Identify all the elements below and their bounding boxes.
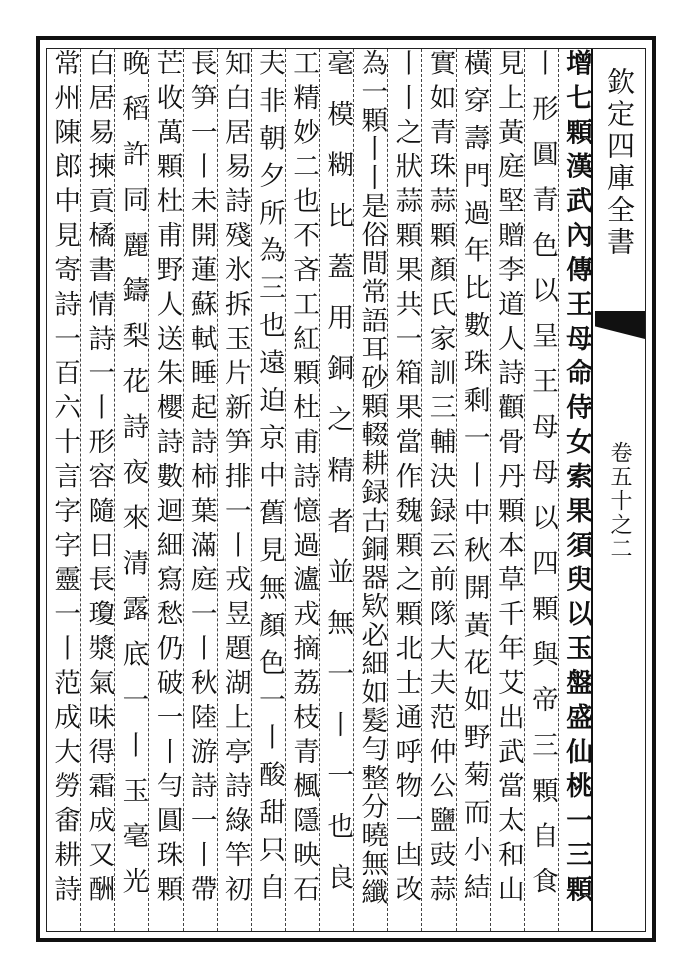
text-column-11: 知白居易詩殘氷拆玉片新笋排一丨戎昱題湖上亭詩綠竿初 [219, 49, 251, 910]
text-column-2: 丨形圓青色以呈王母母以四顆與帝三顆自食 [526, 49, 558, 913]
column-divider [285, 49, 286, 931]
book-title: 欽定四庫全書 [603, 67, 636, 259]
fishtail-mark-icon [595, 311, 645, 339]
text-column-10: 夫非朝夕所為三也遠迫京中舊見無顏色一丨酸甜只自 [253, 49, 285, 911]
volume-label: 卷五十之二 [607, 441, 632, 561]
center-margin [591, 49, 645, 931]
text-column-5: 實如青珠蒜顆顏氏家訓三輔決録云前隊大夫范仲公鹽豉蒜 [424, 49, 456, 910]
text-column-6: 丨丨之狀蒜顆果共一箱果當作魏顆之顆北士通呼物一凷改 [390, 49, 422, 910]
column-divider [387, 49, 388, 931]
column-divider [217, 49, 218, 931]
column-divider [490, 49, 491, 931]
column-divider [114, 49, 115, 931]
text-column-3: 見上黃庭堅贈李道人詩顴骨丹顆本草千年艾出武當太和山 [492, 49, 524, 910]
text-column-8: 毫模糊比蓋用銅之精者並無一丨一也良 [322, 49, 354, 914]
text-column-9: 工精妙二也不吝工紅顆杜甫詩憶過瀘戎摘荔枝青楓隱映石 [288, 49, 319, 910]
column-divider [421, 49, 422, 931]
column-divider [80, 49, 81, 931]
column-divider [353, 49, 354, 931]
column-divider [558, 49, 559, 931]
column-divider [319, 49, 320, 931]
book-page [36, 36, 656, 942]
text-column-16: 常州陳郎中見寄詩一百六十言字字靈一丨范成大勞畬耕詩 [49, 49, 81, 910]
text-column-12: 長笋一丨未開蓮蘇軾睡起詩柿葉滿庭一丨秋陸游詩一丨帶 [185, 49, 217, 910]
column-divider [251, 49, 252, 931]
text-column-4: 橫穿壽門過年比數珠剩一丨中秋開黃花如野菊而小結 [458, 49, 490, 911]
column-divider [148, 49, 149, 931]
text-column-13: 芒收萬顆杜甫野人送朱櫻詩數迴細寫愁仍破一丨勻圓珠顆 [151, 49, 183, 910]
column-divider [456, 49, 457, 931]
text-area [46, 48, 646, 932]
text-column-15: 白居易揀貢橘書情詩一丨形容隨日長瓊漿氣味得霜成又酬 [83, 49, 115, 910]
text-column-1: 增七顆漢武內傳王母命侍女索果須臾以玉盤盛仙桃一三顆 [561, 49, 592, 910]
column-divider [183, 49, 184, 931]
text-column-14: 晚稻許同麗鑄梨花詩夜來清露底一丨玉毫光 [117, 49, 149, 913]
text-column-7: 為一顆丨丨是俗間常語耳砂顆輟耕録古銅器欵必細如髮勻整分曉無纖 [356, 49, 388, 907]
column-divider [524, 49, 525, 931]
